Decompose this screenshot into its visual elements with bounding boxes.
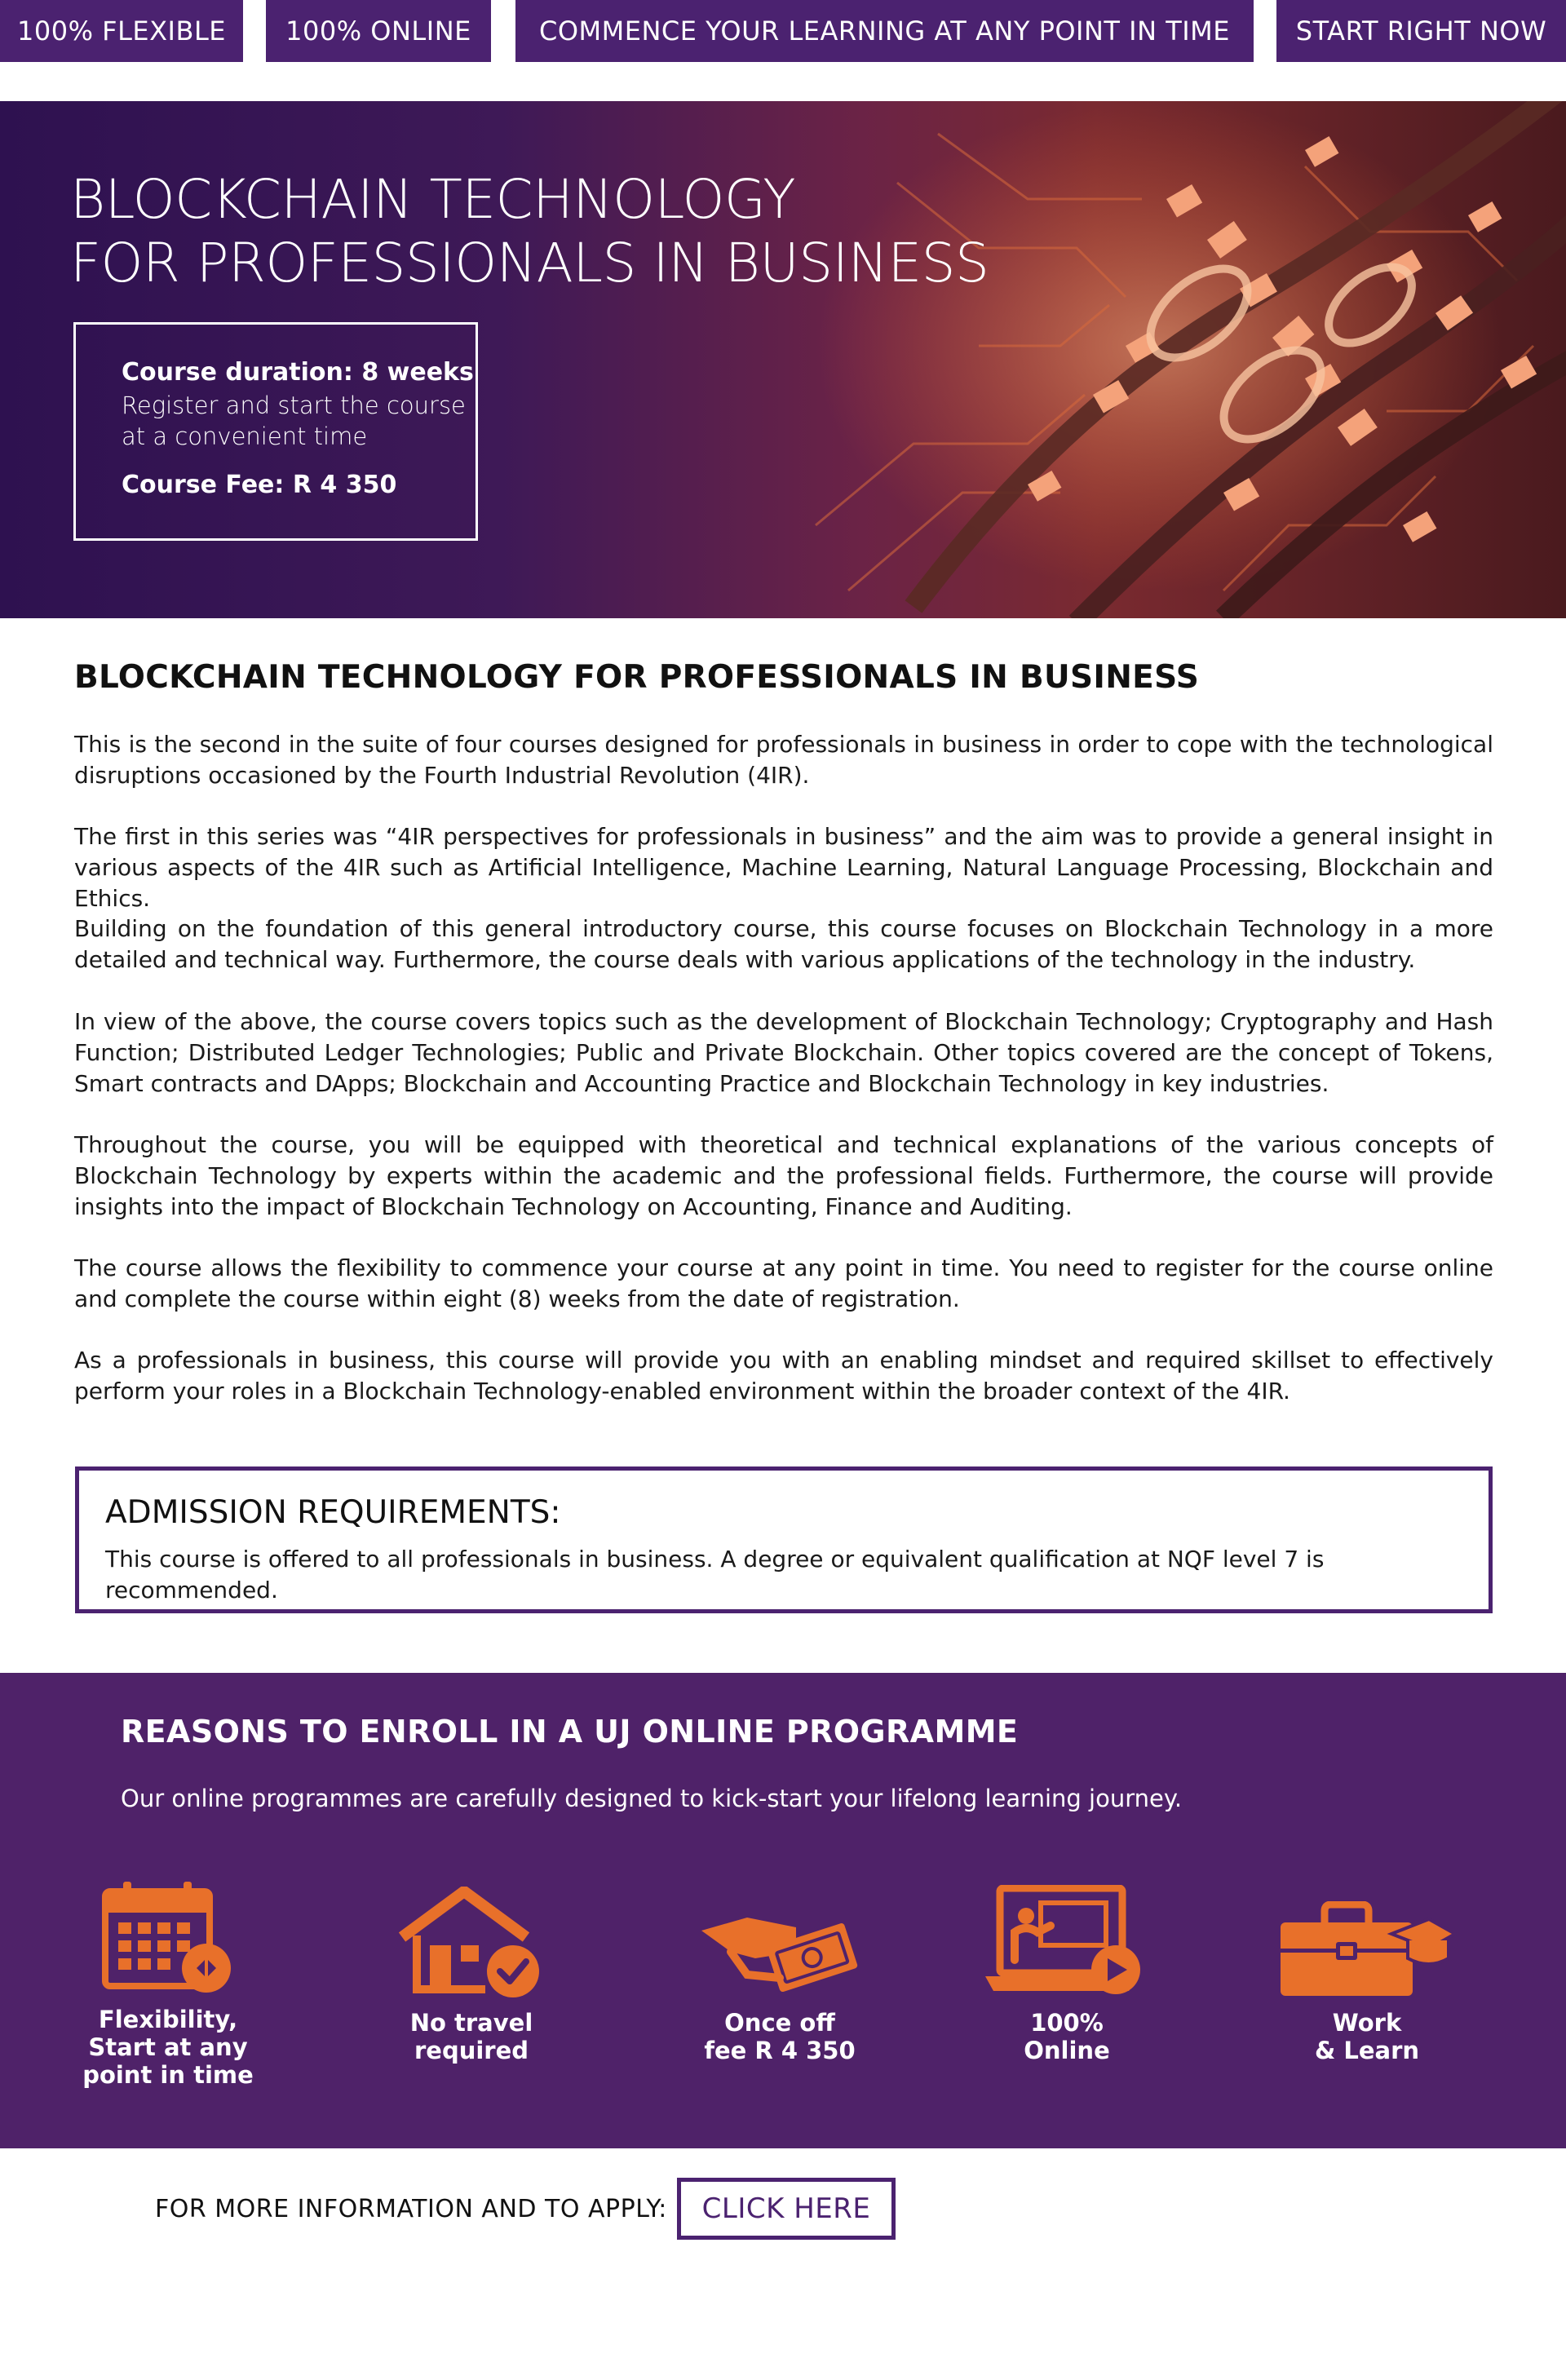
badge-start-now: START RIGHT NOW — [1276, 0, 1566, 62]
reason-label: Flexibility, Start at any point in time — [82, 2006, 254, 2089]
admission-requirements-box — [75, 1466, 1493, 1613]
paragraph-4: In view of the above, the course covers topics such as the development of Blockchain Technology; Cryptography and Hash Function; Distributed Ledger Technologies; Public and Private Blockchain. Other topics covered are the concept of Tokens, Smart contracts and DApps; Blockchain and Accounting Practice and Blockchain Technology in key industries. — [74, 1008, 1493, 1097]
hero-title-line1: BLOCKCHAIN TECHNOLOGY — [70, 168, 796, 231]
reason-flexibility — [62, 1877, 274, 2089]
reason-label: 100% Online — [1024, 2009, 1110, 2064]
money-hand-icon — [698, 1901, 861, 1999]
register-line1: Register and start the course — [122, 392, 466, 419]
cta-text: FOR MORE INFORMATION AND TO APPLY: — [155, 2195, 667, 2223]
hero-title-line2: FOR PROFESSIONALS IN BUSINESS — [70, 232, 989, 294]
badge-flexible: 100% FLEXIBLE — [0, 0, 243, 62]
house-check-icon — [394, 1887, 549, 1999]
course-duration: Course duration: 8 weeks — [122, 358, 474, 387]
course-info-box — [73, 322, 478, 541]
reason-no-travel — [365, 1877, 577, 2064]
paragraph-6: The course allows the flexibility to commence your course at any point in time. You need to register for the course online and complete the course within eight (8) weeks from the date of registration. — [74, 1254, 1493, 1312]
paragraph-5: Throughout the course, you will be equipped with theoretical and technical explanations of the various concepts of Blockchain Technology by experts within the academic and the professional fields. Furthermore, the course will provide insights into the impact of Blockchain Technology on Accounting, Finance and Auditing. — [74, 1131, 1493, 1220]
paragraph-1: This is the second in the suite of four courses designed for professionals in business in order to cope with the technological disruptions occasioned by the Fourth Industrial Revolution (4IR). — [74, 731, 1493, 789]
top-badge-bar — [0, 0, 1566, 62]
reason-label: Work & Learn — [1314, 2009, 1420, 2064]
course-fee: Course Fee: R 4 350 — [122, 471, 397, 499]
paragraph-7: As a professionals in business, this course will provide you with an enabling mindset and required skillset to effectively perform your roles in a Blockchain Technology-enabled environment within the broader context of the 4IR. — [74, 1347, 1493, 1405]
reasons-subtitle: Our online programmes are carefully designed to kick-start your lifelong learning journey. — [121, 1785, 1183, 1812]
briefcase-graduation-icon — [1277, 1901, 1457, 1999]
hero-banner — [0, 101, 1566, 618]
page-title: BLOCKCHAIN TECHNOLOGY FOR PROFESSIONALS IN BUSINESS — [74, 659, 1200, 696]
reason-online — [961, 1877, 1173, 2064]
paragraph-3: Building on the foundation of this general introductory course, this course focuses on Blockchain Technology in a more detailed and technical way. Furthermore, the course deals with various applications of the technology in the industry. — [74, 915, 1493, 973]
reasons-heading: REASONS TO ENROLL IN A UJ ONLINE PROGRAMME — [121, 1714, 1019, 1750]
paragraph-2: The first in this series was “4IR perspectives for professionals in business” and the aim was to provide a general insight in various aspects of the 4IR such as Artificial Intelligence, Machine Learning, Natural Language Processing, Blockchain and Ethics. — [74, 823, 1493, 912]
calendar-icon — [99, 1880, 237, 1999]
reasons-section — [0, 1673, 1566, 2148]
reason-once-off-fee — [674, 1877, 886, 2064]
click-here-button[interactable]: CLICK HERE — [677, 2178, 896, 2240]
badge-commence: COMMENCE YOUR LEARNING AT ANY POINT IN TIME — [515, 0, 1254, 62]
register-line2: at a convenient time — [122, 422, 368, 450]
badge-online: 100% ONLINE — [266, 0, 491, 62]
admission-text: This course is offered to all professionals in business. A degree or equivalent qualification at NQF level 7 is recommended. — [105, 1546, 1325, 1604]
reason-label: Once off fee R 4 350 — [704, 2009, 856, 2064]
reason-label: No travel required — [409, 2009, 533, 2064]
laptop-presentation-icon — [985, 1885, 1148, 1999]
hero-title — [70, 168, 1049, 295]
admission-heading: ADMISSION REQUIREMENTS: — [105, 1494, 561, 1531]
reason-work-learn — [1261, 1877, 1473, 2064]
